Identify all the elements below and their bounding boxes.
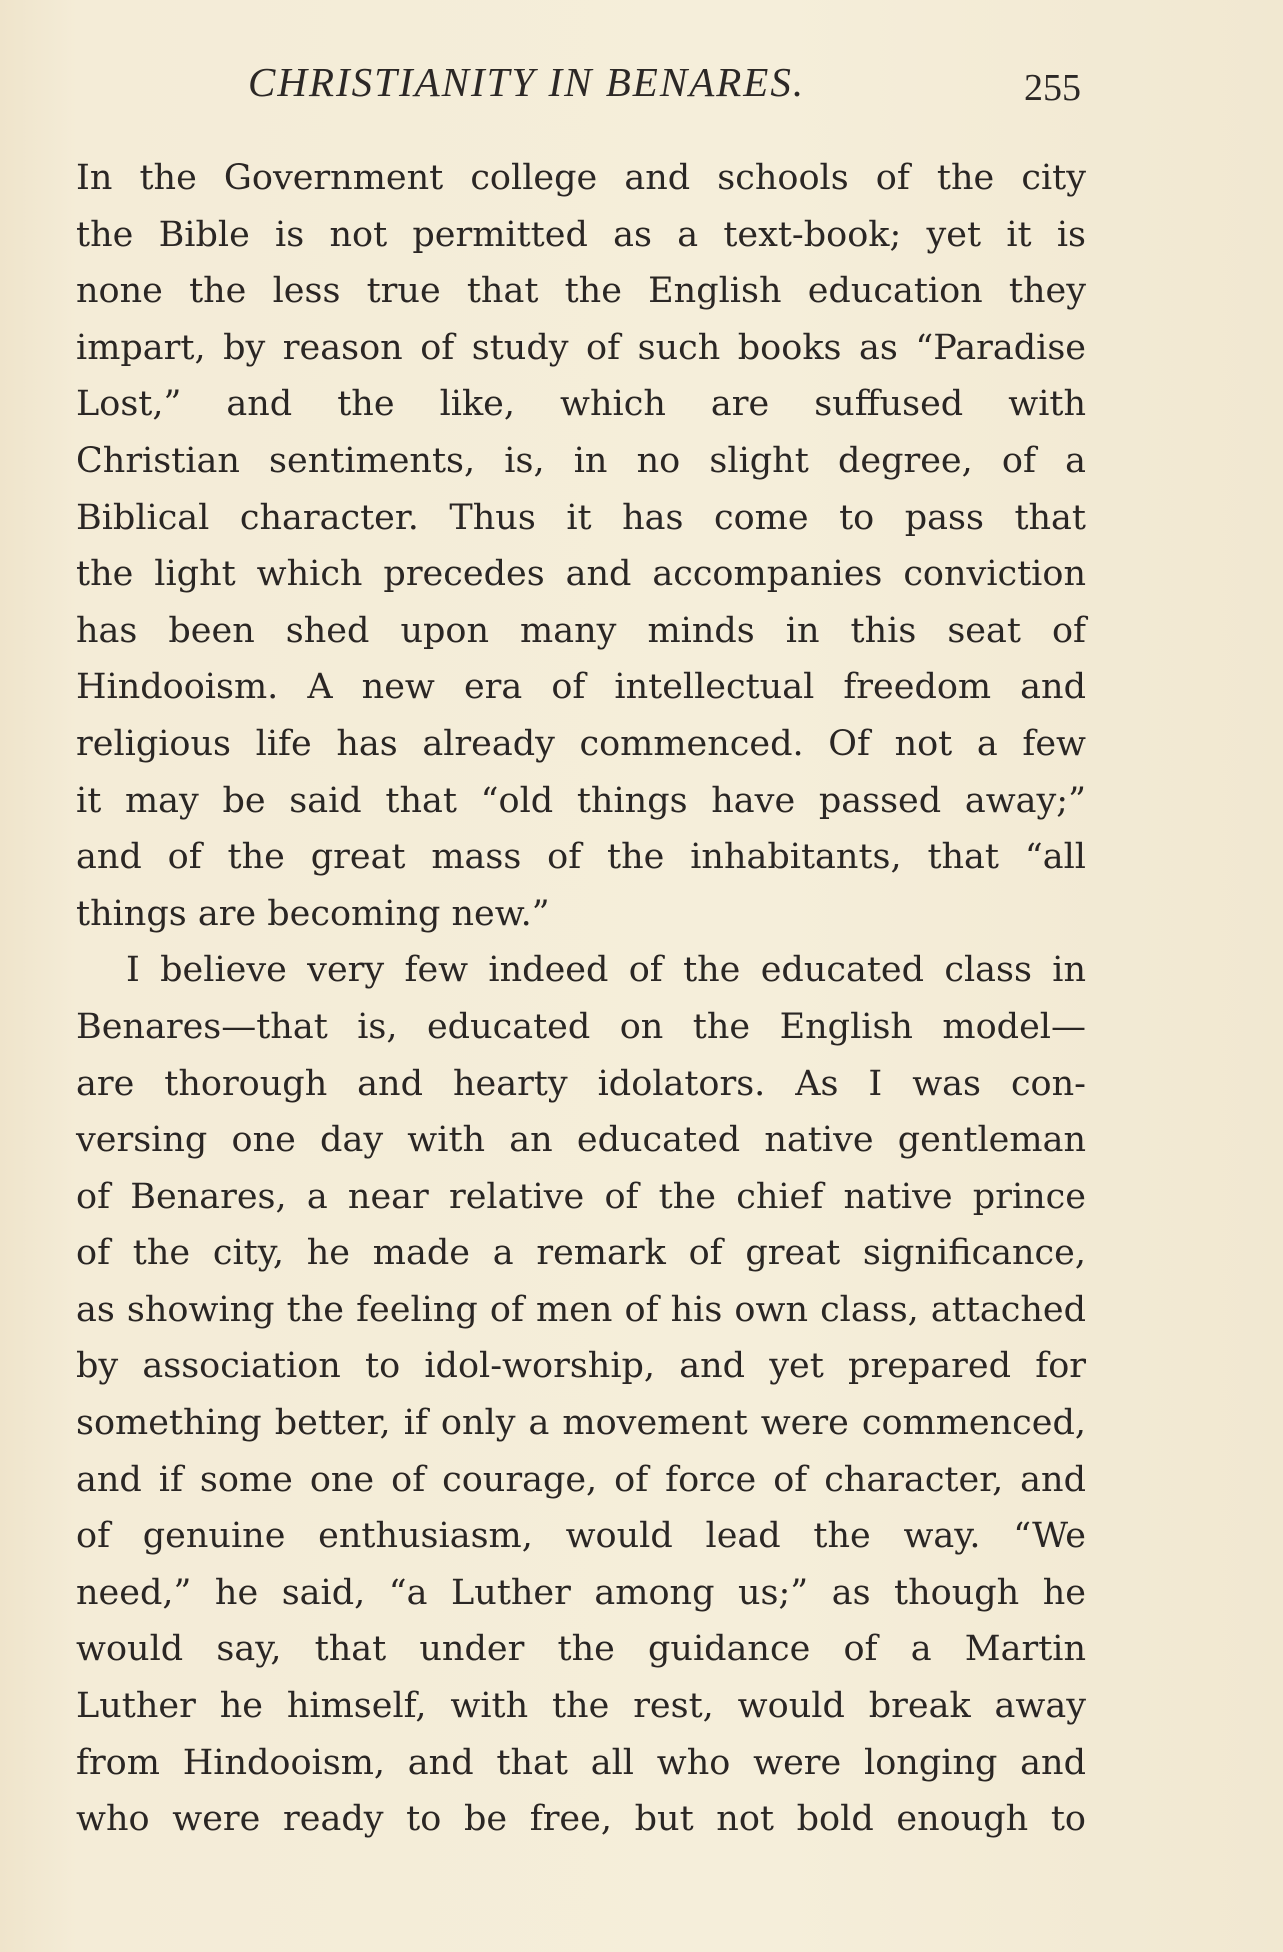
text-line: Lost,” and the like, which are suffused with: [76, 384, 1086, 425]
text-line: Hindooism. A new era of intellectual freedom and: [76, 667, 1086, 708]
text-line: of Benares, a near relative of the chief native prince: [76, 1176, 1086, 1217]
text-line: I believe very few indeed of the educated class in: [126, 950, 1086, 991]
text-line: Biblical character. Thus it has come to pass that: [76, 497, 1086, 538]
text-line: of genuine enthusiasm, would lead the way. “We: [76, 1516, 1086, 1557]
text-line: the light which precedes and accompanies conviction: [76, 554, 1086, 595]
text-line: as showing the feeling of men of his own class, attached: [76, 1289, 1086, 1330]
text-line: religious life has already commenced. Of not a few: [76, 723, 1086, 764]
text-line: of the city, he made a remark of great significance,: [76, 1233, 1086, 1274]
text-line: need,” he said, “a Luther among us;” as though he: [76, 1572, 1086, 1613]
text-line: has been shed upon many minds in this seat of: [76, 610, 1086, 651]
text-line: by association to idol-worship, and yet prepared for: [76, 1346, 1086, 1387]
text-line: Christian sentiments, is, in no slight degree, of a: [76, 440, 1086, 481]
text-line: who were ready to be free, but not bold enough to: [76, 1799, 1086, 1840]
running-head: [0, 58, 1283, 108]
text-line: Luther he himself, with the rest, would break away: [76, 1686, 1086, 1727]
text-line: would say, that under the guidance of a Martin: [76, 1629, 1086, 1670]
page-number: 255: [1024, 67, 1081, 109]
text-line: it may be said that “old things have passed away;”: [76, 780, 1086, 821]
text-line: impart, by reason of study of such books as “Paradise: [76, 327, 1086, 368]
running-title: CHRISTIANITY IN BENARES.: [248, 59, 806, 105]
text-line: are thorough and hearty idolators. As I was con-: [76, 1063, 1086, 1104]
text-line: the Bible is not permitted as a text-book; yet it is: [76, 214, 1086, 255]
text-line: none the less true that the English education they: [76, 271, 1086, 312]
text-line: In the Government college and schools of the city: [76, 158, 1086, 198]
text-line: and if some one of courage, of force of character, and: [76, 1459, 1086, 1500]
body-text: [76, 150, 1086, 1848]
text-line: something better, if only a movement were commenced,: [76, 1403, 1086, 1444]
text-line: things are becoming new.”: [76, 893, 550, 934]
text-line: Benares—that is, educated on the English model—: [76, 1006, 1086, 1047]
text-line: and of the great mass of the inhabitants, that “all: [76, 837, 1086, 878]
text-line: from Hindooism, and that all who were longing and: [76, 1742, 1086, 1783]
text-line: versing one day with an educated native gentleman: [76, 1120, 1086, 1161]
